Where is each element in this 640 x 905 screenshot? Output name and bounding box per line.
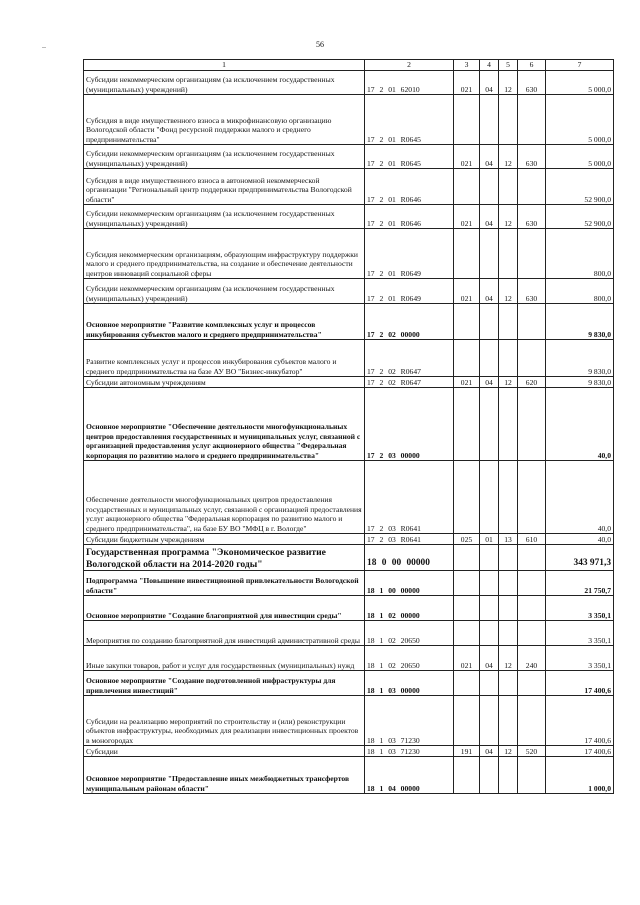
amount-value: 9 830,0	[546, 377, 614, 388]
row-name: Субсидии на реализацию мероприятий по строительству и (или) реконструкции объектов инфраструктуры, необходимых для реализации инвестиционных проектов в моногородах	[84, 696, 365, 746]
column-header: 3	[454, 60, 480, 71]
department-code	[454, 169, 480, 205]
section-code: 04	[480, 746, 499, 757]
department-code	[454, 304, 480, 340]
expense-type-code: 630	[518, 71, 546, 95]
table-row	[84, 145, 614, 169]
section-code	[480, 304, 499, 340]
row-name: Субсидия в виде имущественного взноса в микрофинансовую организацию Вологодской области "Фонд ресурсной поддержки малого и среднего предпринимательства"	[84, 95, 365, 145]
amount-value: 5 000,0	[546, 95, 614, 145]
expense-type-code	[518, 621, 546, 646]
department-code: 191	[454, 746, 480, 757]
subsection-code: 12	[499, 377, 518, 388]
budget-code: 17 2 03 R0641	[365, 461, 454, 534]
amount-value: 52 900,0	[546, 169, 614, 205]
section-code	[480, 461, 499, 534]
department-code	[454, 545, 480, 571]
row-name: Субсидии	[84, 746, 365, 757]
table-row	[84, 571, 614, 596]
budget-code: 18 0 00 00000	[365, 545, 454, 571]
expense-type-code: 240	[518, 646, 546, 671]
expense-type-code	[518, 229, 546, 279]
amount-value: 9 830,0	[546, 340, 614, 377]
section-code: 04	[480, 71, 499, 95]
section-code	[480, 169, 499, 205]
row-name: Субсидии бюджетным учреждениям	[84, 534, 365, 545]
subsection-code	[499, 461, 518, 534]
section-code	[480, 696, 499, 746]
amount-value: 343 971,3	[546, 545, 614, 571]
budget-code: 17 2 03 R0641	[365, 534, 454, 545]
table-row	[84, 461, 614, 534]
subsection-code	[499, 229, 518, 279]
subsection-code	[499, 545, 518, 571]
budget-code: 18 1 04 00000	[365, 757, 454, 794]
table-body	[84, 71, 614, 794]
subsection-code	[499, 340, 518, 377]
table-row	[84, 377, 614, 388]
budget-table	[83, 59, 614, 794]
column-header: 1	[84, 60, 365, 71]
subsection-code: 12	[499, 746, 518, 757]
row-name: Государственная программа "Экономическое развитие Вологодской области на 2014-2020 годы"	[84, 545, 365, 571]
row-name: Основное мероприятие "Развитие комплексных услуг и процессов инкубирования субъектов малого и среднего предпринимательства"	[84, 304, 365, 340]
amount-value: 3 350,1	[546, 646, 614, 671]
row-name: Субсидии некоммерческим организациям (за исключением государственных (муниципальных) учреждений)	[84, 145, 365, 169]
amount-value: 17 400,6	[546, 696, 614, 746]
section-code	[480, 621, 499, 646]
expense-type-code	[518, 757, 546, 794]
amount-value: 17 400,6	[546, 746, 614, 757]
column-header: 6	[518, 60, 546, 71]
subsection-code	[499, 571, 518, 596]
section-code: 04	[480, 377, 499, 388]
amount-value: 17 400,6	[546, 671, 614, 696]
subsection-code	[499, 169, 518, 205]
subsection-code: 12	[499, 279, 518, 304]
expense-type-code: 610	[518, 534, 546, 545]
row-name: Подпрограмма "Повышение инвестиционной привлекательности Вологодской области"	[84, 571, 365, 596]
subsection-code	[499, 596, 518, 621]
table-row	[84, 646, 614, 671]
amount-value: 52 900,0	[546, 205, 614, 229]
table-row	[84, 340, 614, 377]
department-code: 021	[454, 205, 480, 229]
department-code: 021	[454, 145, 480, 169]
row-name: Основное мероприятие "Создание благоприятной для инвестиции среды"	[84, 596, 365, 621]
amount-value: 9 830,0	[546, 304, 614, 340]
budget-code: 17 2 02 R0647	[365, 377, 454, 388]
subsection-code	[499, 671, 518, 696]
section-code	[480, 340, 499, 377]
table-row	[84, 696, 614, 746]
page-number: 56	[316, 40, 324, 49]
table-row	[84, 95, 614, 145]
budget-code: 17 2 01 R0649	[365, 279, 454, 304]
section-code: 04	[480, 279, 499, 304]
expense-type-code	[518, 95, 546, 145]
table-row	[84, 746, 614, 757]
department-code	[454, 461, 480, 534]
budget-code: 17 2 02 R0647	[365, 340, 454, 377]
table-row	[84, 279, 614, 304]
expense-type-code	[518, 340, 546, 377]
section-code: 04	[480, 145, 499, 169]
budget-code: 18 1 02 20650	[365, 646, 454, 671]
expense-type-code	[518, 388, 546, 461]
subsection-code: 12	[499, 205, 518, 229]
expense-type-code	[518, 596, 546, 621]
subsection-code: 12	[499, 71, 518, 95]
row-name: Субсидия некоммерческим организациям, образующим инфраструктуру поддержки малого и среднего предпринимательства, на создание и обеспечение деятельности центров инноваций социальной сферы	[84, 229, 365, 279]
budget-code: 18 1 00 00000	[365, 571, 454, 596]
row-name: Иные закупки товаров, работ и услуг для государственных (муниципальных) нужд	[84, 646, 365, 671]
budget-code: 17 2 03 00000	[365, 388, 454, 461]
row-name: Основное мероприятие "Обеспечение деятельности многофункциональных центров предоставления государственных и муниципальных услуг, связанной с организацией предоставления услуг акционерного общества "Федеральная корпорация по развитию малого и среднего предпринимательства"	[84, 388, 365, 461]
expense-type-code: 620	[518, 377, 546, 388]
subsection-code	[499, 304, 518, 340]
section-code: 04	[480, 205, 499, 229]
table-row	[84, 621, 614, 646]
expense-type-code	[518, 671, 546, 696]
expense-type-code	[518, 571, 546, 596]
column-header: 4	[480, 60, 499, 71]
subsection-code: 13	[499, 534, 518, 545]
expense-type-code: 630	[518, 145, 546, 169]
budget-code: 17 2 02 00000	[365, 304, 454, 340]
table-row	[84, 534, 614, 545]
section-code	[480, 671, 499, 696]
department-code: 021	[454, 646, 480, 671]
budget-code: 17 2 01 R0646	[365, 205, 454, 229]
subsection-code	[499, 388, 518, 461]
amount-value: 5 000,0	[546, 145, 614, 169]
row-name: Субсидии некоммерческим организациям (за исключением государственных (муниципальных) учреждений)	[84, 279, 365, 304]
budget-code: 18 1 03 71230	[365, 746, 454, 757]
table-row	[84, 545, 614, 571]
subsection-code	[499, 621, 518, 646]
department-code	[454, 757, 480, 794]
amount-value: 800,0	[546, 279, 614, 304]
department-code	[454, 571, 480, 596]
amount-value: 800,0	[546, 229, 614, 279]
amount-value: 3 350,1	[546, 621, 614, 646]
budget-code: 17 2 01 62010	[365, 71, 454, 95]
subsection-code	[499, 757, 518, 794]
table-row	[84, 388, 614, 461]
subsection-code: 12	[499, 646, 518, 671]
row-name: Субсидии некоммерческим организациям (за исключением государственных (муниципальных) учреждений)	[84, 71, 365, 95]
section-code	[480, 596, 499, 621]
row-name: Субсидия в виде имущественного взноса в автономной некоммерческой организации "Региональный центр поддержки предпринимательства Вологодской области"	[84, 169, 365, 205]
budget-code: 18 1 02 00000	[365, 596, 454, 621]
table-row	[84, 169, 614, 205]
table-row	[84, 757, 614, 794]
amount-value: 3 350,1	[546, 596, 614, 621]
expense-type-code: 520	[518, 746, 546, 757]
expense-type-code	[518, 696, 546, 746]
department-code	[454, 596, 480, 621]
section-code: 04	[480, 646, 499, 671]
budget-code: 18 1 03 71230	[365, 696, 454, 746]
row-name: Субсидии автономным учреждениям	[84, 377, 365, 388]
amount-value: 40,0	[546, 534, 614, 545]
row-name: Развитие комплексных услуг и процессов инкубирования субъектов малого и среднего предпринимательства на базе АУ ВО "Бизнес-инкубатор"	[84, 340, 365, 377]
department-code	[454, 229, 480, 279]
table-header-row	[84, 60, 614, 71]
department-code: 021	[454, 279, 480, 304]
column-header: 2	[365, 60, 454, 71]
column-header: 7	[546, 60, 614, 71]
department-code: 021	[454, 71, 480, 95]
budget-code: 17 2 01 R0649	[365, 229, 454, 279]
amount-value: 40,0	[546, 461, 614, 534]
section-code	[480, 229, 499, 279]
section-code	[480, 388, 499, 461]
subsection-code	[499, 696, 518, 746]
amount-value: 1 000,0	[546, 757, 614, 794]
expense-type-code	[518, 461, 546, 534]
table-row	[84, 304, 614, 340]
department-code	[454, 696, 480, 746]
department-code	[454, 388, 480, 461]
amount-value: 40,0	[546, 388, 614, 461]
table-row	[84, 229, 614, 279]
budget-code: 18 1 03 00000	[365, 671, 454, 696]
amount-value: 5 000,0	[546, 71, 614, 95]
table-row	[84, 205, 614, 229]
row-name: Основное мероприятие "Предоставление иных межбюджетных трансфертов муниципальным районам области"	[84, 757, 365, 794]
expense-type-code	[518, 545, 546, 571]
department-code	[454, 340, 480, 377]
row-name: Мероприятия по созданию благоприятной для инвестиций административной среды	[84, 621, 365, 646]
table-row	[84, 596, 614, 621]
subsection-code	[499, 95, 518, 145]
column-header: 5	[499, 60, 518, 71]
department-code: 021	[454, 377, 480, 388]
expense-type-code: 630	[518, 205, 546, 229]
budget-code: 17 2 01 R0645	[365, 95, 454, 145]
table-row	[84, 71, 614, 95]
expense-type-code	[518, 169, 546, 205]
budget-code: 18 1 02 20650	[365, 621, 454, 646]
budget-code: 17 2 01 R0645	[365, 145, 454, 169]
row-name: Основное мероприятие "Создание подготовленной инфраструктуры для привлечения инвестиций"	[84, 671, 365, 696]
section-code	[480, 571, 499, 596]
expense-type-code	[518, 304, 546, 340]
department-code: 025	[454, 534, 480, 545]
row-name: Субсидии некоммерческим организациям (за исключением государственных (муниципальных) учреждений)	[84, 205, 365, 229]
section-code	[480, 95, 499, 145]
department-code	[454, 621, 480, 646]
amount-value: 21 750,7	[546, 571, 614, 596]
department-code	[454, 95, 480, 145]
expense-type-code: 630	[518, 279, 546, 304]
budget-code: 17 2 01 R0646	[365, 169, 454, 205]
table-row	[84, 671, 614, 696]
section-code	[480, 545, 499, 571]
department-code	[454, 671, 480, 696]
row-name: Обеспечение деятельности многофункциональных центров предоставления государственных и муниципальных услуг, связанной с организацией предоставления услуг акционерного общества "Федеральная корпорация по развитию малого и среднего предпринимательства", на базе БУ ВО "МФЦ в г. Вологде"	[84, 461, 365, 534]
section-code: 01	[480, 534, 499, 545]
subsection-code: 12	[499, 145, 518, 169]
section-code	[480, 757, 499, 794]
